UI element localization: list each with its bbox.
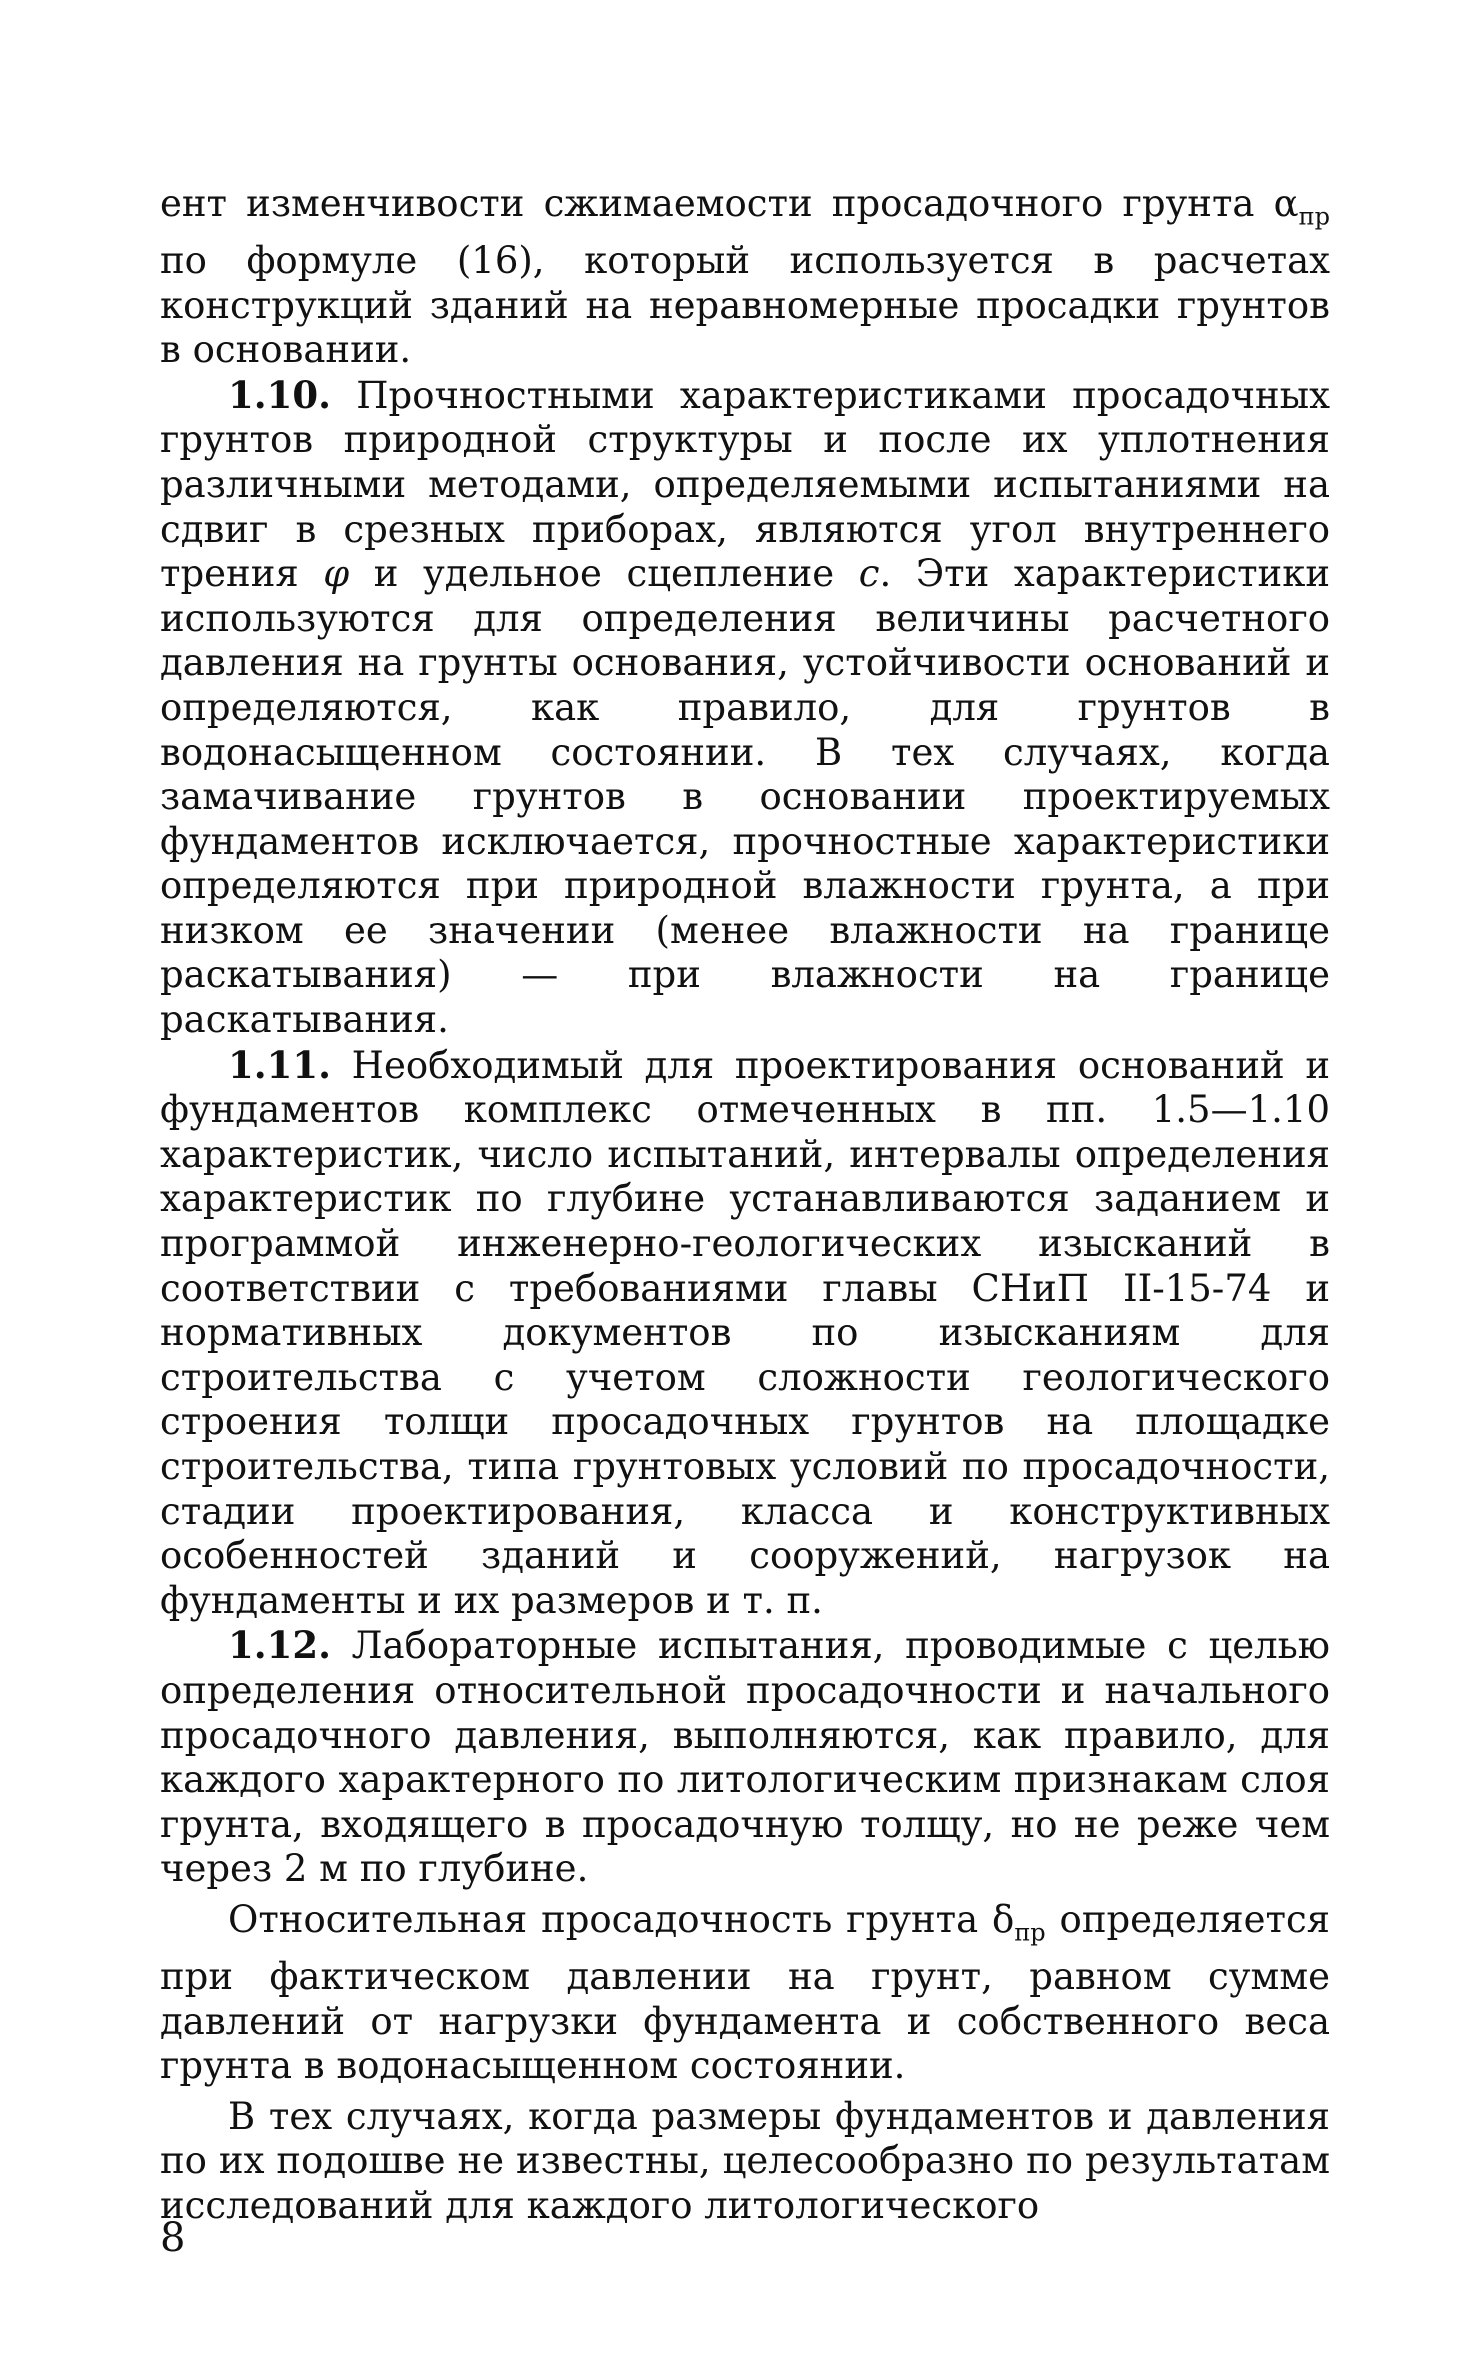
paragraph-foundation-sizes: В тех случаях, когда размеры фундаментов и давления по их подошве не известны, целесообразно по результатам исследований для каждого литологического [160,2094,1330,2227]
document-body [160,182,1330,2229]
paragraph-1-10: 1.10. Прочностными характеристиками просадочных грунтов природной структуры и после их уплотнения различными методами, определяемыми испытаниями на сдвиг в срезных приборах, являются угол внутреннего трения φ и удельное сцепление c. Эти характеристики используются для определения величины расчетного давления на грунты основания, устойчивости оснований и определяются, как правило, для грунтов в водонасыщенном состоянии. В тех случаях, когда замачивание грунтов в основании проектируемых фундаментов исключается, прочностные характеристики определяются при природной влажности грунта, а при низком ее значении (менее влажности на границе раскатывания) — при влажности на границе раскатывания. [160,372,1330,1042]
paragraph-1-11: 1.11. Необходимый для проектирования оснований и фундаментов комплекс отмеченных в пп. 1.5—1.10 характеристик, число испытаний, интервалы определения характеристик по глубине устанавливаются заданием и программой инженерно-геологических изысканий в соответствии с требованиями главы СНиП II-15-74 и нормативных документов по изысканиям для строительства с учетом сложности геологического строения толщи просадочных грунтов на площадке строительства, типа грунтовых условий по просадочности, стадии проектирования, класса и конструктивных особенностей зданий и сооружений, нагрузок на фундаменты и их размеров и т. п. [160,1042,1330,1622]
section-number: 1.12. [228,1623,331,1668]
paragraph-1: ент изменчивости сжимаемости просадочного грунта $\alpha_{пр}$ по формуле (16), который используется в расчетах конструкций зданий на неравномерные просадки грунтов в основании. [160,182,1330,372]
section-number: 1.10. [228,372,331,417]
section-number: 1.11. [228,1042,331,1087]
paragraph-1-12: 1.12. Лабораторные испытания, проводимые с целью определения относительной просадочности и начального просадочного давления, выполняются, как правило, для каждого характерного по литологическим признакам слоя грунта, входящего в просадочную толщу, но не реже чем через 2 м по глубине. [160,1623,1330,1891]
page-number: 8 [160,2215,186,2261]
paragraph-relative-subsidence: Относительная просадочность грунта $\delta_{пр}$ определяется при фактическом давлении на грунт, равном сумме давлений от нагрузки фундамента и собственного веса грунта в водонасыщенном состоянии. [160,1897,1331,2088]
